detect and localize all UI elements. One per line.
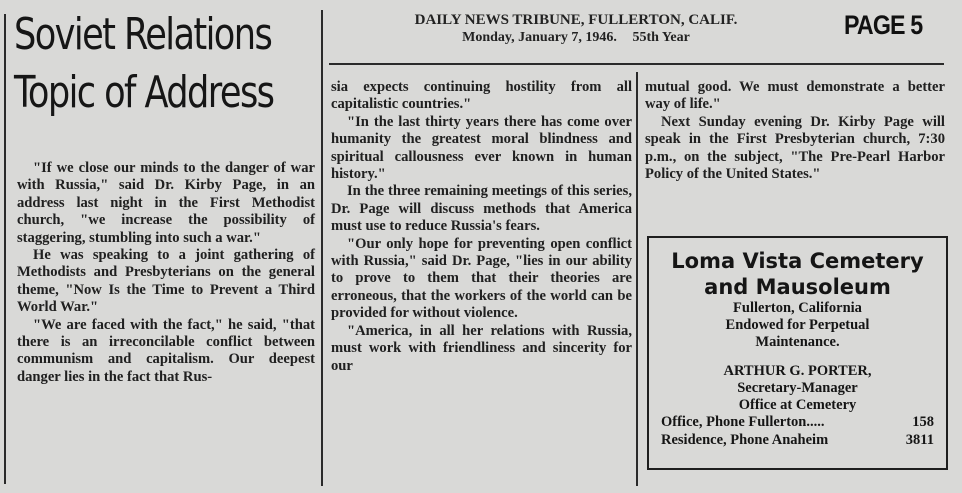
article-paragraph: "If we close our minds to the danger of war with Russia," said Dr. Kirby Page, in an address last night in the First Methodist church, "we increase the possibility of staggering, stumbling into such a war." <box>17 160 315 246</box>
paper-name: DAILY NEWS TRIBUNE, FULLERTON, CALIF. <box>414 12 738 28</box>
masthead-rule <box>329 63 944 65</box>
column-rule <box>636 72 638 486</box>
article-paragraph: In the three remaining meetings of this series, Dr. Page will discuss methods that America must use to reduce Russia's fears. <box>331 183 632 235</box>
article-paragraph: He was speaking to a joint gathering of Methodists and Presbyterians on the general theme, "Now Is the Time to Prevent a Third World War." <box>17 247 315 316</box>
ad-contact-title: Secretary-Manager <box>737 380 858 396</box>
ad-title: and Mausoleum <box>704 275 891 299</box>
ad-phone-number: 3811 <box>905 431 934 448</box>
ad-text: Maintenance. <box>755 334 840 350</box>
ad-text: Endowed for Perpetual <box>725 317 870 333</box>
headline-line: Topic of Address <box>14 67 274 118</box>
headline-line: Soviet Relations <box>14 9 272 60</box>
article-column-1 <box>17 160 315 386</box>
volume-year: 55th Year <box>632 30 690 45</box>
ad-title: Loma Vista Cemetery <box>671 249 924 273</box>
page-number: PAGE 5 <box>844 10 923 40</box>
ad-office: Office at Cemetery <box>738 397 857 413</box>
article-column-2 <box>331 79 632 375</box>
article-paragraph: Next Sunday evening Dr. Kirby Page will speak in the First Presbyterian church, 7:30 p.m., on the subject, "The Pre-Pearl Harbor Policy of the United States." <box>645 113 945 183</box>
ad-phone-label: Office, Phone Fullerton..... <box>661 414 825 430</box>
ad-phone-number: 158 <box>912 414 934 430</box>
article-paragraph: "In the last thirty years there has come over humanity the greatest moral blindness and spiritual callousness ever known in human history." <box>331 113 632 183</box>
headline <box>14 6 274 122</box>
column-rule <box>321 10 323 486</box>
issue-date: Monday, January 7, 1946. <box>462 30 617 45</box>
article-paragraph: "Our only hope for preventing open conflict with Russia," said Dr. Page, "lies in our ability to prove to them that their theories are erroneous, that the workers of the world can be provided for without violence. <box>331 235 632 322</box>
article-paragraph: "America, in all her relations with Russia, must work with friendliness and sincerity for our <box>331 322 632 374</box>
ad-phone-row <box>649 414 946 432</box>
article-paragraph: "We are faced with the fact," he said, "that there is an irreconcilable conflict between communism and capitalism. Our deepest danger lies in the fact that Rus- <box>17 316 315 385</box>
ad-contact-name: ARTHUR G. PORTER, <box>723 363 872 379</box>
article-paragraph: sia expects continuing hostility from all capitalistic countries." <box>331 79 632 113</box>
masthead-subline <box>356 29 796 47</box>
ad-location: Fullerton, California <box>733 300 862 316</box>
masthead <box>356 11 796 47</box>
cemetery-advertisement <box>647 236 948 470</box>
article-column-3 <box>645 79 945 183</box>
article-paragraph: mutual good. We must demonstrate a better way of life." <box>645 79 945 113</box>
column-rule <box>4 14 6 484</box>
ad-phone-row <box>649 432 946 450</box>
ad-phone-label: Residence, Phone Anaheim <box>661 431 829 448</box>
